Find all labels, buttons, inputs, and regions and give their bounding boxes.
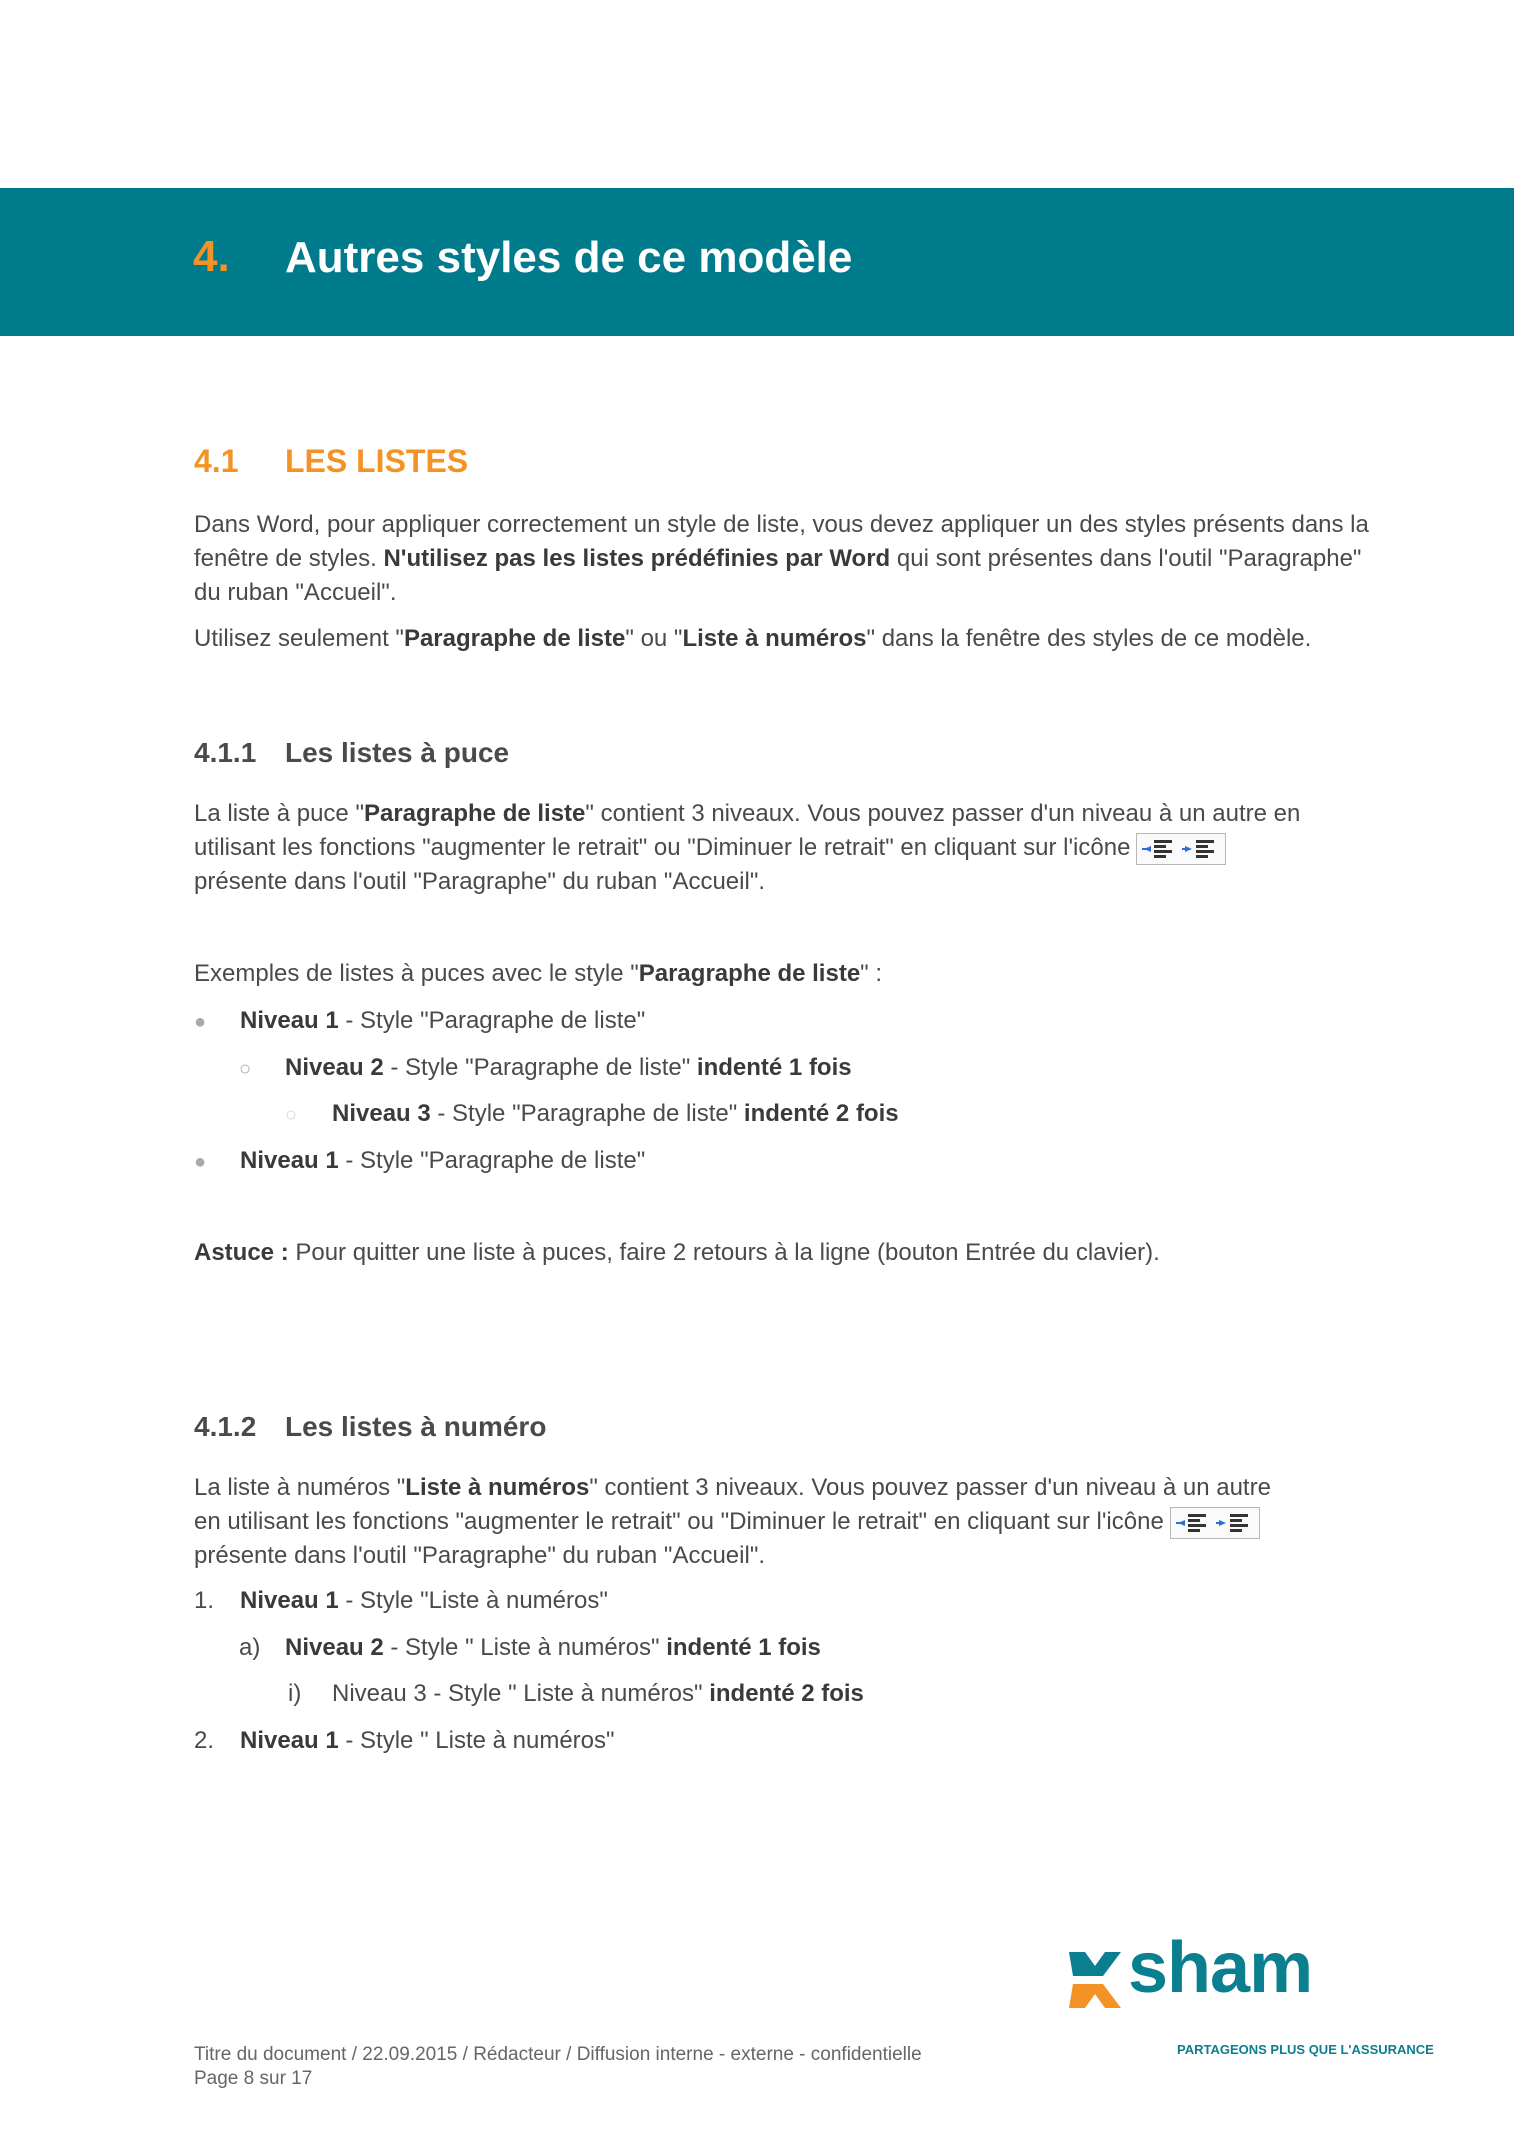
subsection-title: Les listes à puce xyxy=(285,737,510,768)
chapter-number: 4. xyxy=(193,232,230,281)
subsection-heading-bullets xyxy=(194,737,510,769)
footer-document-info: Titre du document / 22.09.2015 / Rédacteur / Diffusion interne - externe - confidentielle xyxy=(194,2044,922,2065)
tip-paragraph: Astuce : Pour quitter une liste à puces, faire 2 retours à la ligne (bouton Entrée du clavier). xyxy=(194,1239,1160,1266)
list-item: Niveau 1 - Style "Paragraphe de liste" xyxy=(240,1147,646,1174)
logo-wordmark: sham xyxy=(1128,1928,1313,2008)
list-item: Niveau 3 - Style " Liste à numéros" indenté 2 fois xyxy=(332,1680,864,1707)
logo-cross-icon xyxy=(1063,1948,1127,2012)
list-item: Niveau 1 - Style "Paragraphe de liste" xyxy=(240,1007,646,1034)
subsection-number: 4.1.2 xyxy=(194,1411,257,1442)
bullet-marker: ● xyxy=(194,1011,207,1033)
sham-logo xyxy=(1060,1928,1440,2057)
intro-paragraph-2: Utilisez seulement "Paragraphe de liste" ou "Liste à numéros" dans la fenêtre des styles de ce modèle. xyxy=(194,625,1312,652)
bullet-marker: ○ xyxy=(239,1058,252,1080)
indent-buttons-icon xyxy=(1136,833,1226,865)
indent-buttons-icon xyxy=(1170,1507,1260,1539)
section-heading xyxy=(194,443,469,480)
logo-tagline: PARTAGEONS PLUS QUE L'ASSURANCE xyxy=(1177,2042,1434,2057)
intro-paragraph-1: Dans Word, pour appliquer correctement un style de liste, vous devez appliquer un des styles présents dans la fenêtre de styles. N'utilisez pas les listes prédéfinies par Word qui sont présentes dans l'outil "Paragraphe" du ruban "Accueil". xyxy=(194,511,1369,606)
subsection-number: 4.1.1 xyxy=(194,737,257,768)
list-item: Niveau 1 - Style "Liste à numéros" xyxy=(240,1587,608,1614)
number-marker: 1. xyxy=(194,1587,215,1614)
number-marker: a) xyxy=(239,1634,261,1661)
numbers-description: La liste à numéros "Liste à numéros" contient 3 niveaux. Vous pouvez passer d'un niveau à un autre en utilisant les fonctions "augmenter le retrait" ou "Diminuer le retrait" en cliquant sur l'icône présente dans l'outil "Paragraphe" du ruban "Accueil". xyxy=(194,1474,1271,1569)
section-number: 4.1 xyxy=(194,443,239,479)
footer-page-number: Page 8 sur 17 xyxy=(194,2068,313,2089)
subsection-heading-numbers xyxy=(194,1411,547,1443)
bullet-marker: ● xyxy=(194,1151,207,1173)
bullets-examples-intro: Exemples de listes à puces avec le style "Paragraphe de liste" : xyxy=(194,960,883,987)
bullets-description: La liste à puce "Paragraphe de liste" contient 3 niveaux. Vous pouvez passer d'un niveau à un autre en utilisant les fonctions "augmenter le retrait" ou "Diminuer le retrait" en cliquant sur l'icône présente dans l'outil "Paragraphe" du ruban "Accueil". xyxy=(194,800,1301,895)
number-marker: 2. xyxy=(194,1727,215,1754)
list-item: Niveau 2 - Style " Liste à numéros" indenté 1 fois xyxy=(285,1634,821,1661)
list-item: Niveau 3 - Style "Paragraphe de liste" indenté 2 fois xyxy=(332,1100,899,1127)
subsection-title: Les listes à numéro xyxy=(285,1411,547,1442)
bullet-marker: ○ xyxy=(285,1104,298,1126)
chapter-title: Autres styles de ce modèle xyxy=(285,233,853,282)
list-item: Niveau 1 - Style " Liste à numéros" xyxy=(240,1727,615,1754)
number-marker: i) xyxy=(288,1680,302,1707)
list-item: Niveau 2 - Style "Paragraphe de liste" indenté 1 fois xyxy=(285,1054,852,1081)
section-title: LES LISTES xyxy=(285,443,469,479)
